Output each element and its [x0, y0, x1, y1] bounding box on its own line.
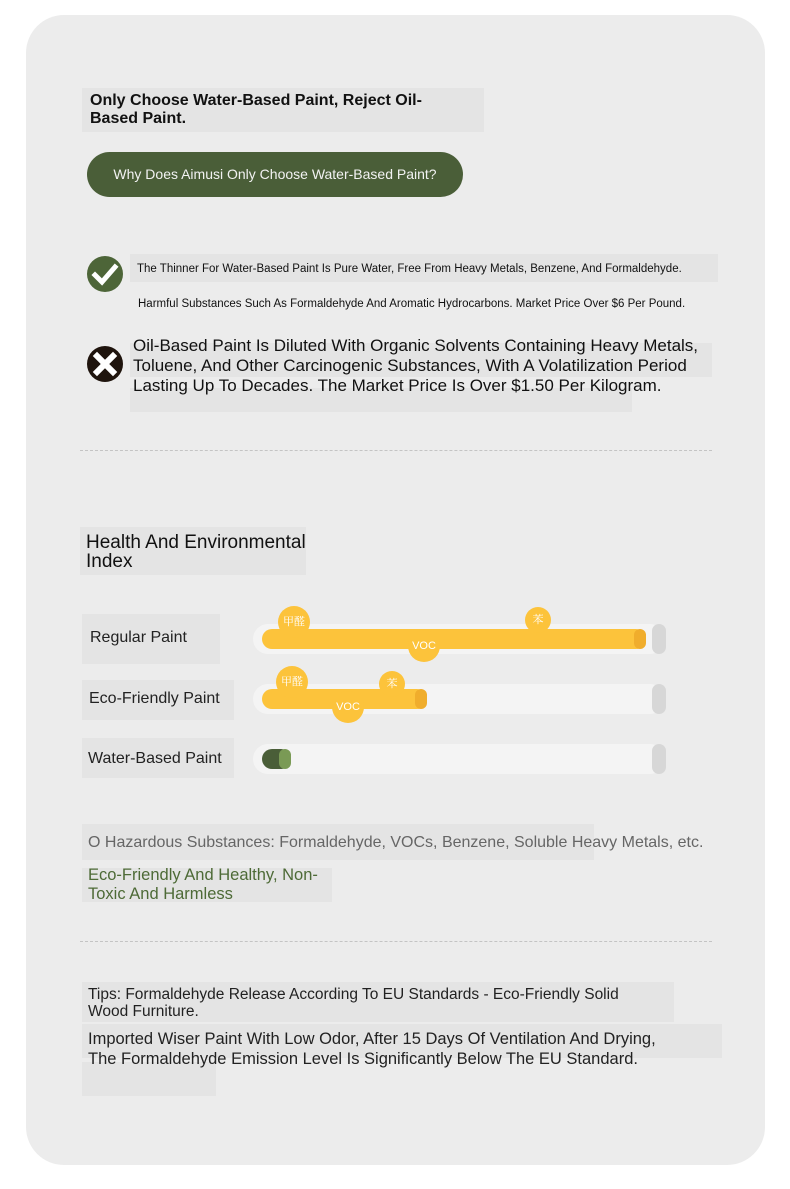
water-based-paint-label: Water-Based Paint [88, 750, 222, 767]
formaldehyde-badge: 甲醛 [276, 666, 308, 698]
voc-badge: VOC [332, 691, 364, 723]
why-water-based-button[interactable]: Why Does Aimusi Only Choose Water-Based Paint? [87, 152, 463, 197]
track-end-cap [652, 624, 666, 654]
eco-friendly-paint-label: Eco-Friendly Paint [89, 690, 220, 707]
track-end-cap [652, 744, 666, 774]
formaldehyde-badge: 甲醛 [278, 606, 310, 638]
regular-paint-label: Regular Paint [90, 629, 187, 646]
imported-paint-text: Imported Wiser Paint With Low Odor, After 15 Days Of Ventilation And Drying, The Formaldehyde Emission Level Is Significantly Below The EU Standard. [88, 1030, 656, 1068]
water-based-description-line2: Harmful Substances Such As Formaldehyde And Aromatic Hydrocarbons. Market Price Over $6 Per Pound. [138, 298, 686, 310]
benzene-badge: 苯 [379, 671, 405, 697]
section-divider [80, 941, 712, 942]
page-title: Only Choose Water-Based Paint, Reject Oil-Based Paint. [90, 92, 422, 127]
water-based-description-line1: The Thinner For Water-Based Paint Is Pure Water, Free From Heavy Metals, Benzene, And Formaldehyde. [137, 263, 682, 275]
tips-text: Tips: Formaldehyde Release According To EU Standards - Eco-Friendly Solid Wood Furniture. [88, 986, 619, 1020]
water-based-paint-track [253, 744, 665, 774]
water-based-paint-level-bar [262, 749, 291, 769]
hazardous-substances-note: O Hazardous Substances: Formaldehyde, VOCs, Benzene, Soluble Heavy Metals, etc. [88, 834, 704, 851]
check-icon [87, 256, 123, 292]
benzene-badge: 苯 [525, 607, 551, 633]
eco-healthy-note: Eco-Friendly And Healthy, Non-Toxic And Harmless [88, 866, 318, 903]
voc-badge: VOC [408, 630, 440, 662]
section-divider [80, 450, 712, 451]
regular-paint-level-bar [262, 629, 646, 649]
oil-based-description: Oil-Based Paint Is Diluted With Organic Solvents Containing Heavy Metals, Toluene, And Other Carcinogenic Substances, With A Volatilization Period Lasting Up To Decades. The Market Price Is Over $1.50 Per Kilogram. [133, 336, 699, 395]
index-title: Health And Environmental Index [86, 532, 306, 572]
track-end-cap [652, 684, 666, 714]
cross-icon [87, 346, 123, 382]
